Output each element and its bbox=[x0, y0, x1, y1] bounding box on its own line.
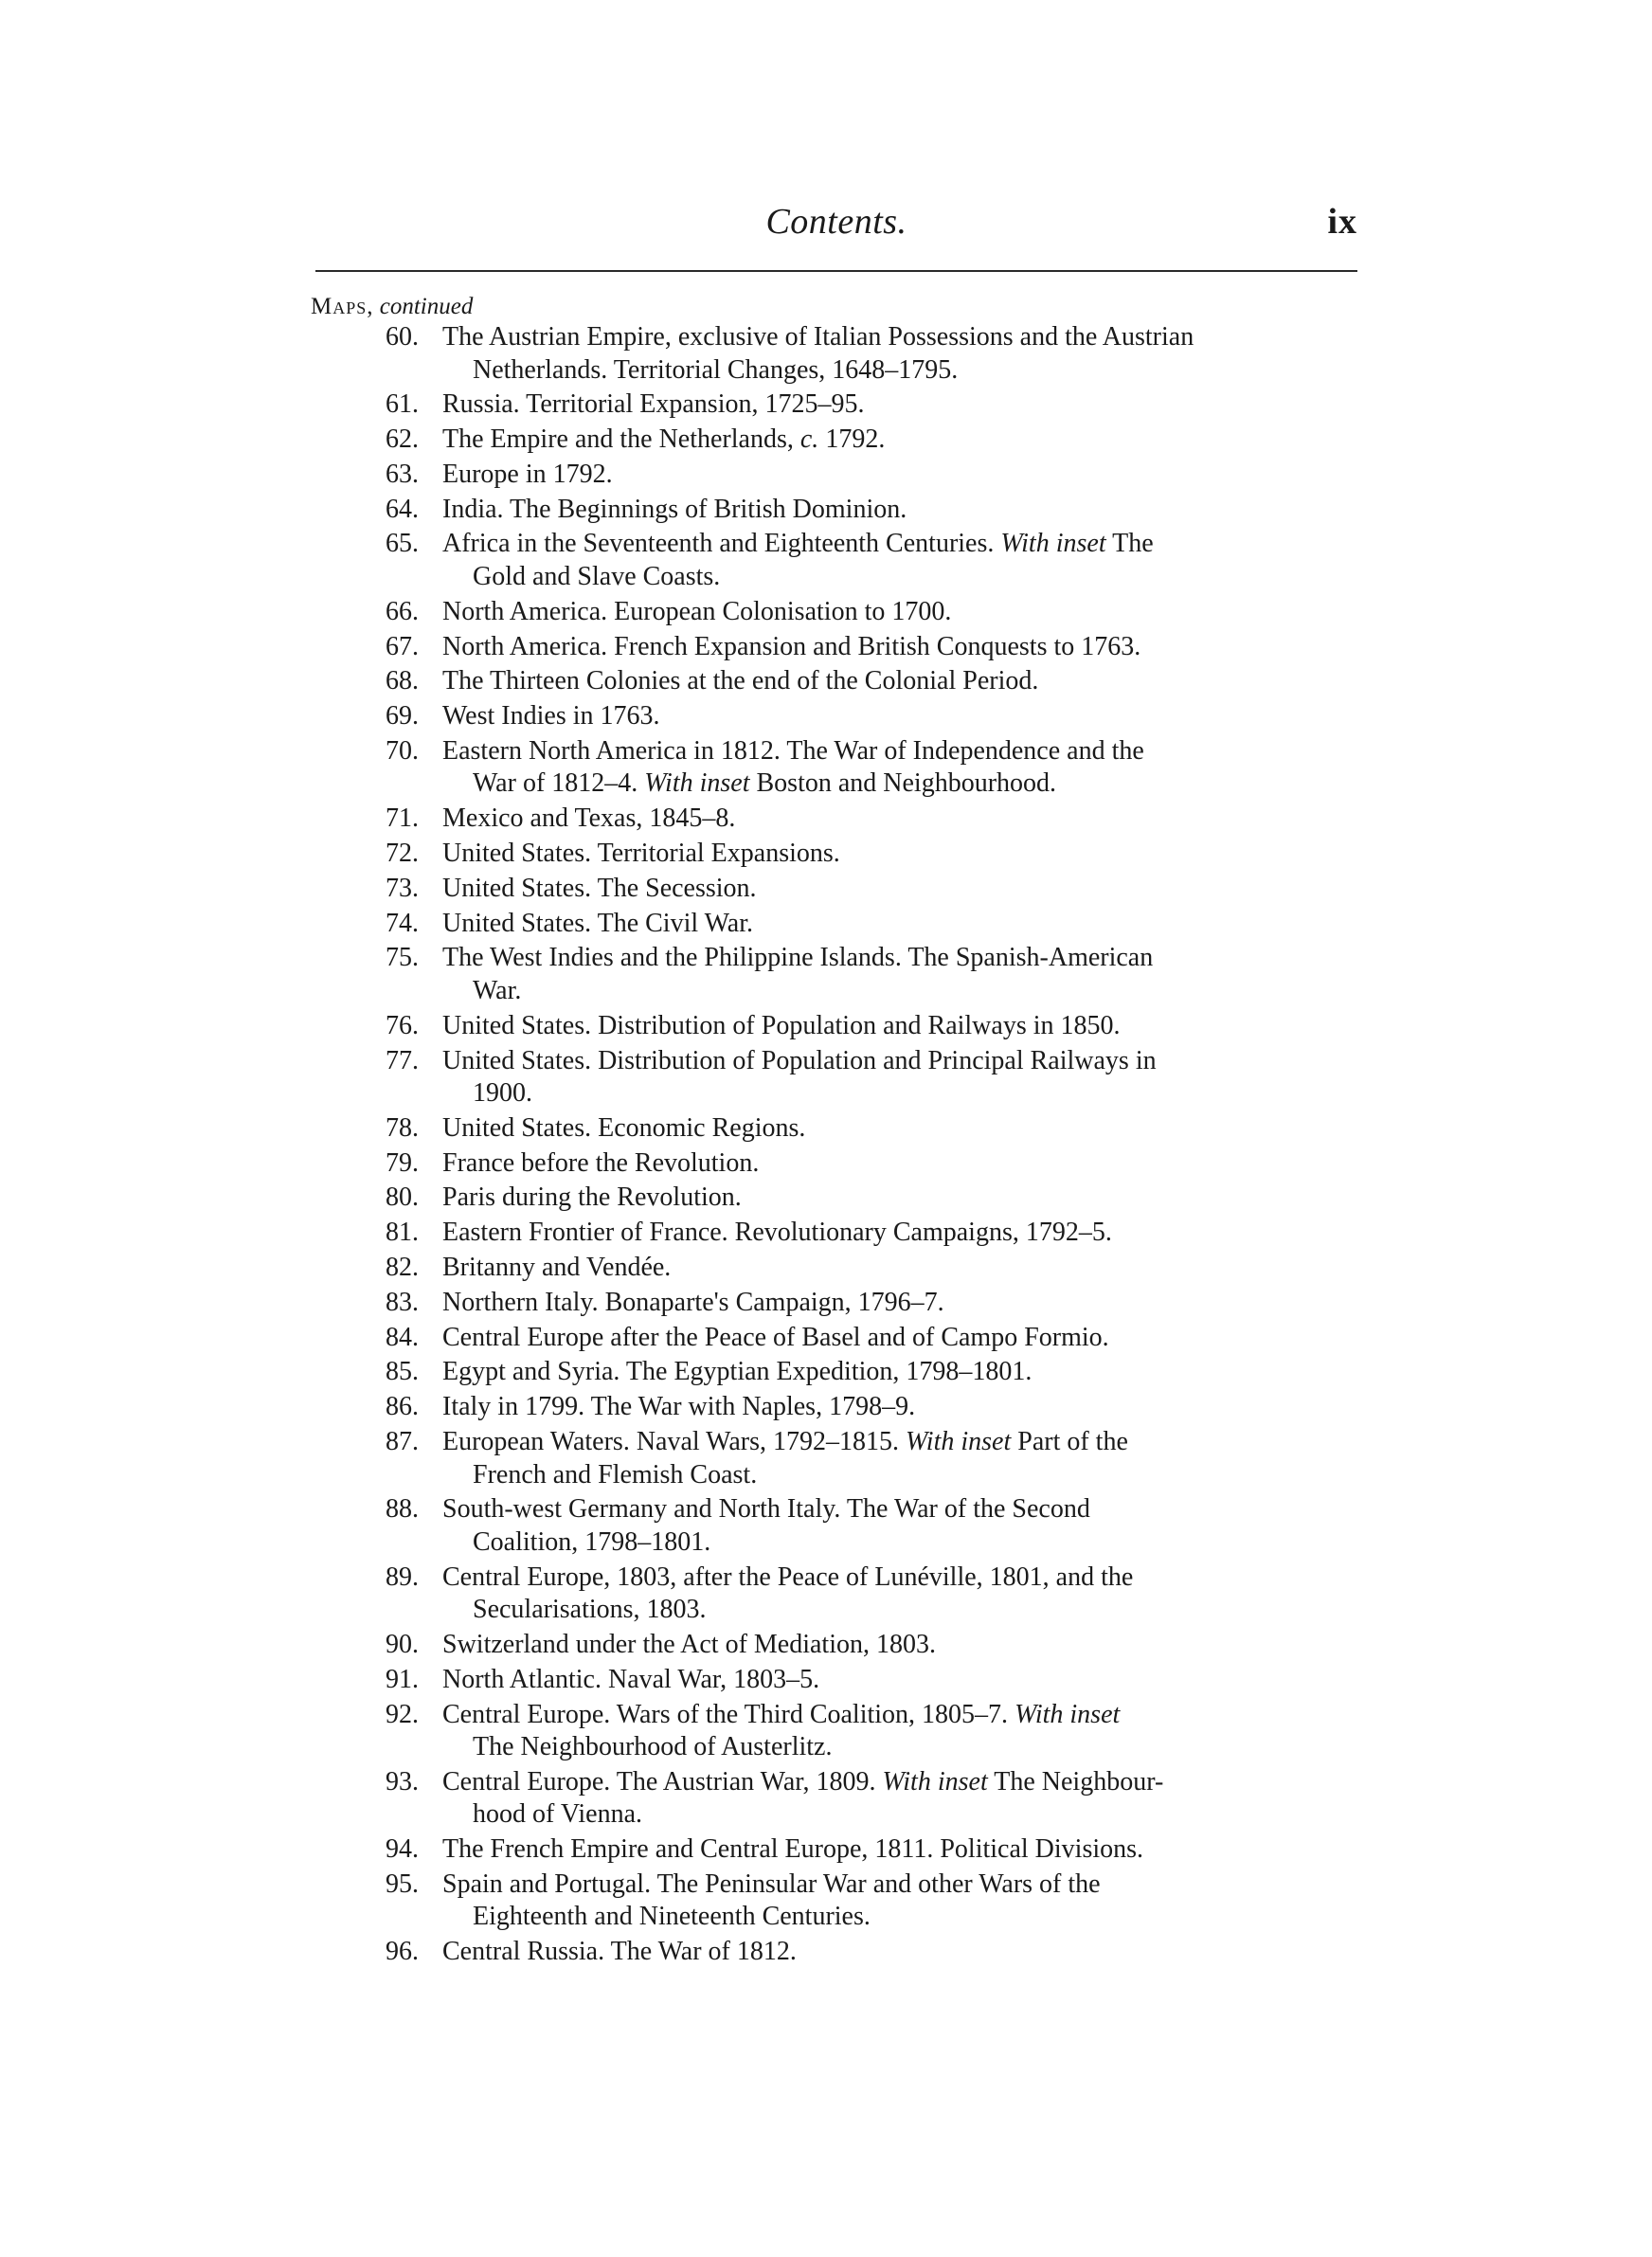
map-title-line: United States. Distribution of Population and Principal Railways in bbox=[442, 1045, 1157, 1075]
map-title bbox=[442, 631, 1362, 664]
map-number: 87. bbox=[386, 1427, 419, 1457]
map-title bbox=[442, 1356, 1362, 1389]
map-title-line: Paris during the Revolution. bbox=[442, 1183, 742, 1213]
map-title-line: Central Europe, 1803, after the Peace of Lunéville, 1801, and the bbox=[442, 1562, 1134, 1592]
map-title bbox=[442, 1287, 1362, 1320]
map-title bbox=[442, 596, 1362, 629]
list-item bbox=[369, 665, 1362, 698]
map-number: 66. bbox=[386, 596, 419, 626]
list-item bbox=[369, 321, 1362, 387]
map-title bbox=[442, 321, 1362, 387]
map-title-line: Central Europe. The Austrian War, 1809. With inset The Neighbour- bbox=[442, 1766, 1164, 1797]
map-title-line: European Waters. Naval Wars, 1792–1815. With inset Part of the bbox=[442, 1427, 1128, 1457]
map-title bbox=[442, 1217, 1362, 1250]
map-title-continuation: hood of Vienna. bbox=[473, 1799, 642, 1830]
list-item bbox=[369, 942, 1362, 1007]
map-title bbox=[442, 494, 1362, 527]
map-title-line: Africa in the Seventeenth and Eighteenth Centuries. With inset The bbox=[442, 529, 1154, 559]
map-title bbox=[442, 1833, 1362, 1867]
page-header bbox=[315, 201, 1357, 258]
map-title bbox=[442, 1493, 1362, 1559]
map-title bbox=[442, 1147, 1362, 1181]
list-item bbox=[369, 908, 1362, 941]
list-item bbox=[369, 528, 1362, 593]
list-item bbox=[369, 1217, 1362, 1250]
list-item bbox=[369, 1287, 1362, 1320]
map-number: 73. bbox=[386, 873, 419, 903]
map-number: 81. bbox=[386, 1218, 419, 1248]
map-title-line: Eastern North America in 1812. The War of Independence and the bbox=[442, 735, 1144, 766]
map-title-continuation: Netherlands. Territorial Changes, 1648–1795. bbox=[473, 354, 959, 385]
map-number: 80. bbox=[386, 1183, 419, 1213]
map-number: 68. bbox=[386, 666, 419, 696]
map-number: 85. bbox=[386, 1357, 419, 1387]
map-title-continuation: War. bbox=[473, 975, 522, 1005]
map-title-line: North America. French Expansion and British Conquests to 1763. bbox=[442, 631, 1141, 661]
map-title-line: Central Europe after the Peace of Basel and of Campo Formio. bbox=[442, 1322, 1109, 1352]
map-title-line: The Empire and the Netherlands, c. 1792. bbox=[442, 424, 886, 455]
list-item bbox=[369, 1699, 1362, 1764]
map-number: 90. bbox=[386, 1629, 419, 1659]
map-title bbox=[442, 1322, 1362, 1355]
list-item bbox=[369, 1322, 1362, 1355]
map-title bbox=[442, 1010, 1362, 1043]
list-item bbox=[369, 1391, 1362, 1424]
map-number: 94. bbox=[386, 1834, 419, 1865]
map-title-line: Central Europe. Wars of the Third Coalition, 1805–7. With inset bbox=[442, 1699, 1121, 1729]
list-item bbox=[369, 459, 1362, 492]
map-number: 76. bbox=[386, 1010, 419, 1040]
map-title-line: Italy in 1799. The War with Naples, 1798–9. bbox=[442, 1392, 916, 1422]
map-number: 63. bbox=[386, 459, 419, 489]
map-title-line: Spain and Portugal. The Peninsular War and other Wars of the bbox=[442, 1869, 1101, 1899]
map-title bbox=[442, 1699, 1362, 1764]
list-item bbox=[369, 803, 1362, 836]
map-title-continuation: War of 1812–4. With inset Boston and Neighbourhood. bbox=[473, 768, 1057, 799]
map-title bbox=[442, 528, 1362, 593]
list-item bbox=[369, 1833, 1362, 1867]
map-number: 79. bbox=[386, 1147, 419, 1178]
map-number: 78. bbox=[386, 1112, 419, 1143]
map-title-line: United States. The Secession. bbox=[442, 873, 757, 903]
map-number: 89. bbox=[386, 1562, 419, 1592]
map-title bbox=[442, 873, 1362, 906]
map-title-line: United States. Territorial Expansions. bbox=[442, 839, 840, 869]
map-title-continuation: Gold and Slave Coasts. bbox=[473, 561, 721, 591]
map-title-continuation: 1900. bbox=[473, 1078, 532, 1109]
map-number: 82. bbox=[386, 1253, 419, 1283]
map-title-line: The French Empire and Central Europe, 1811. Political Divisions. bbox=[442, 1834, 1144, 1865]
list-item bbox=[369, 596, 1362, 629]
list-item bbox=[369, 1252, 1362, 1285]
map-title-continuation: Secularisations, 1803. bbox=[473, 1595, 707, 1625]
map-title-line: Mexico and Texas, 1845–8. bbox=[442, 803, 736, 834]
map-title bbox=[442, 1562, 1362, 1627]
map-number: 93. bbox=[386, 1766, 419, 1797]
map-title-line: North Atlantic. Naval War, 1803–5. bbox=[442, 1664, 820, 1694]
map-title bbox=[442, 1936, 1362, 1969]
map-number: 86. bbox=[386, 1392, 419, 1422]
map-title bbox=[442, 665, 1362, 698]
map-number: 65. bbox=[386, 529, 419, 559]
map-number: 60. bbox=[386, 322, 419, 352]
map-title bbox=[442, 1045, 1362, 1110]
map-number: 83. bbox=[386, 1287, 419, 1317]
map-number: 96. bbox=[386, 1937, 419, 1967]
map-title bbox=[442, 424, 1362, 457]
list-item bbox=[369, 1766, 1362, 1832]
list-item bbox=[369, 424, 1362, 457]
map-title-line: The Thirteen Colonies at the end of the Colonial Period. bbox=[442, 666, 1039, 696]
list-item bbox=[369, 631, 1362, 664]
map-title-continuation: French and Flemish Coast. bbox=[473, 1459, 758, 1490]
page-number: ix bbox=[1327, 202, 1357, 242]
list-item bbox=[369, 1356, 1362, 1389]
map-title bbox=[442, 1426, 1362, 1491]
list-item bbox=[369, 1112, 1362, 1146]
map-title-line: West Indies in 1763. bbox=[442, 701, 660, 731]
map-number: 64. bbox=[386, 494, 419, 524]
list-item bbox=[369, 735, 1362, 801]
map-title-continuation: Coalition, 1798–1801. bbox=[473, 1526, 711, 1557]
map-list bbox=[369, 321, 1362, 1971]
map-number: 70. bbox=[386, 735, 419, 766]
section-label-continued: continued bbox=[379, 294, 474, 319]
map-title-continuation: Eighteenth and Nineteenth Centuries. bbox=[473, 1902, 871, 1932]
map-title-line: United States. Distribution of Population and Railways in 1850. bbox=[442, 1010, 1121, 1040]
header-rule bbox=[315, 270, 1357, 272]
map-number: 67. bbox=[386, 631, 419, 661]
map-title bbox=[442, 459, 1362, 492]
list-item bbox=[369, 873, 1362, 906]
list-item bbox=[369, 1182, 1362, 1215]
list-item bbox=[369, 1664, 1362, 1697]
map-title-line: Central Russia. The War of 1812. bbox=[442, 1937, 797, 1967]
map-title bbox=[442, 1112, 1362, 1146]
list-item bbox=[369, 1010, 1362, 1043]
map-title bbox=[442, 1629, 1362, 1662]
map-number: 69. bbox=[386, 701, 419, 731]
map-number: 61. bbox=[386, 389, 419, 420]
map-title-line: France before the Revolution. bbox=[442, 1147, 760, 1178]
map-title-line: The West Indies and the Philippine Islands. The Spanish-American bbox=[442, 943, 1154, 973]
list-item bbox=[369, 1629, 1362, 1662]
map-number: 75. bbox=[386, 943, 419, 973]
map-number: 88. bbox=[386, 1494, 419, 1525]
map-title-line: Northern Italy. Bonaparte's Campaign, 1796–7. bbox=[442, 1287, 944, 1317]
map-number: 62. bbox=[386, 424, 419, 455]
map-number: 72. bbox=[386, 839, 419, 869]
map-title-line: Egypt and Syria. The Egyptian Expedition, 1798–1801. bbox=[442, 1357, 1032, 1387]
map-title-line: India. The Beginnings of British Dominion. bbox=[442, 494, 907, 524]
list-item bbox=[369, 388, 1362, 422]
map-title bbox=[442, 908, 1362, 941]
map-title-line: Russia. Territorial Expansion, 1725–95. bbox=[442, 389, 865, 420]
list-item bbox=[369, 1493, 1362, 1559]
map-title bbox=[442, 1664, 1362, 1697]
map-number: 74. bbox=[386, 908, 419, 938]
map-number: 92. bbox=[386, 1699, 419, 1729]
map-title-line: Europe in 1792. bbox=[442, 459, 613, 489]
map-number: 84. bbox=[386, 1322, 419, 1352]
section-label-title: Maps, bbox=[311, 294, 374, 319]
map-title bbox=[442, 942, 1362, 1007]
map-title-line: South-west Germany and North Italy. The War of the Second bbox=[442, 1494, 1090, 1525]
map-number: 91. bbox=[386, 1664, 419, 1694]
map-title-line: United States. Economic Regions. bbox=[442, 1112, 806, 1143]
map-title bbox=[442, 700, 1362, 733]
list-item bbox=[369, 1045, 1362, 1110]
map-number: 71. bbox=[386, 803, 419, 834]
map-title bbox=[442, 735, 1362, 801]
map-title-continuation: The Neighbourhood of Austerlitz. bbox=[473, 1732, 833, 1761]
map-title bbox=[442, 1391, 1362, 1424]
map-title bbox=[442, 1182, 1362, 1215]
list-item bbox=[369, 1562, 1362, 1627]
list-item bbox=[369, 1869, 1362, 1934]
map-title bbox=[442, 803, 1362, 836]
map-number: 95. bbox=[386, 1869, 419, 1899]
map-title-line: Eastern Frontier of France. Revolutionary Campaigns, 1792–5. bbox=[442, 1218, 1112, 1248]
map-title-line: Britanny and Vendée. bbox=[442, 1253, 672, 1283]
map-title bbox=[442, 1766, 1362, 1832]
list-item bbox=[369, 1147, 1362, 1181]
list-item bbox=[369, 838, 1362, 871]
list-item bbox=[369, 700, 1362, 733]
list-item bbox=[369, 494, 1362, 527]
map-title bbox=[442, 1869, 1362, 1934]
map-title-line: North America. European Colonisation to 1700. bbox=[442, 596, 952, 626]
map-number: 77. bbox=[386, 1045, 419, 1075]
map-title-line: Switzerland under the Act of Mediation, 1803. bbox=[442, 1629, 936, 1659]
map-title bbox=[442, 838, 1362, 871]
list-item bbox=[369, 1936, 1362, 1969]
running-title: Contents. bbox=[765, 202, 907, 242]
map-title-line: United States. The Civil War. bbox=[442, 908, 754, 938]
map-title bbox=[442, 1252, 1362, 1285]
map-title bbox=[442, 388, 1362, 422]
section-label bbox=[311, 291, 473, 323]
list-item bbox=[369, 1426, 1362, 1491]
map-title-line: The Austrian Empire, exclusive of Italian Possessions and the Austrian bbox=[442, 322, 1194, 352]
